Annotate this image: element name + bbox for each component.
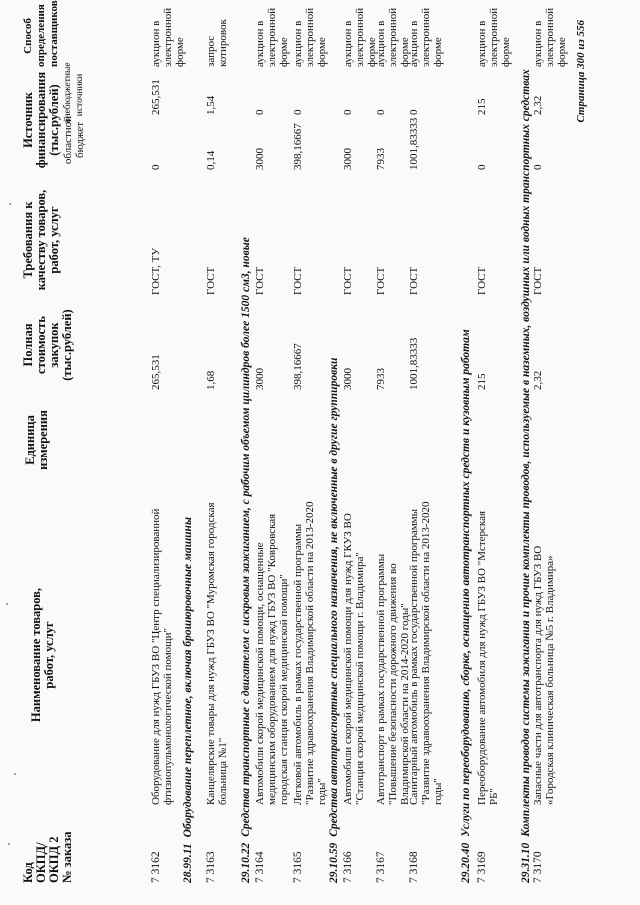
row-code: 7 3165 — [292, 851, 304, 883]
row-source-regional: 0,14 — [205, 150, 217, 170]
row-source-extra: 0 — [375, 109, 387, 115]
section-title: Средства транспортные с двигателем с искровым зажиганием, с рабочим объемом цилиндров более 1500 см3, новые — [240, 237, 252, 837]
row-name: Легковой автомобиль в рамках государственной программы "Развитие здравоохранения Владимирской области на 2013-2020 годы" — [292, 501, 328, 805]
header-source: Источник финансирования (тыс.рублей) — [21, 71, 61, 169]
row-code: 7 3170 — [532, 851, 544, 883]
row-code: 7 3166 — [342, 851, 354, 883]
row-total: 2,32 — [532, 370, 544, 390]
row-total: 1001,83333 — [408, 337, 420, 390]
row-source-regional: 0 — [476, 164, 488, 170]
row-source-regional: 0 — [532, 164, 544, 170]
section-title: Комплекты проводов системы зажигания и прочие комплекты проводов, используемые в наземных, воздушных или водных транспортных средствах — [520, 69, 532, 837]
page-number: Страница 300 из 556 — [575, 20, 587, 123]
row-code: 7 3168 — [408, 851, 420, 883]
row-source-regional: 3000 — [342, 148, 354, 170]
scan-speck — [8, 843, 10, 845]
row-name: Автомобили скорой медицинской помощи, оснащенные медицинским оборудованием для нужд ГБУЗ ВО "Ковровская городская станция скорой медицинской помощи" — [254, 513, 290, 805]
row-name: Оборудование для нужд ГБУЗ ВО "Центр специализированной фтизиопульмонологической помощи" — [150, 508, 174, 805]
row-source-regional: 0 — [150, 164, 162, 170]
row-source-extra: 265,531 — [150, 79, 162, 115]
row-requirements: ГОСТ — [408, 266, 420, 295]
row-requirements: ГОСТ — [532, 266, 544, 295]
section-code: 29.20.40 — [460, 842, 472, 883]
row-source-regional: 3000 — [254, 148, 266, 170]
row-method: запрос котировок — [205, 19, 229, 67]
row-source-extra: 0 — [342, 109, 354, 115]
row-name: Санитарный автомобиль в рамках государственной программы "Развитие здравоохранения Владимирской области на 2013-2020 годы" — [408, 501, 444, 805]
section-code: 29.10.59 — [328, 842, 340, 883]
row-method: аукцион в электронной форме — [292, 7, 328, 67]
row-total: 3000 — [254, 368, 266, 390]
row-total: 265,531 — [150, 354, 162, 390]
row-method: аукцион в электронной форме — [408, 7, 444, 67]
row-name: Запасные части для автотранспорта для нужд ГБУЗ ВО «Городская клиническая больница №5 г. Владимира» — [532, 545, 556, 805]
row-requirements: ГОСТ — [375, 266, 387, 295]
section-code: 28.99.11 — [182, 843, 194, 883]
row-total: 398,16667 — [292, 343, 304, 390]
row-name: Канцелярские товары для нужд ГБУЗ ВО "Муромская городская больница №1" — [205, 502, 229, 805]
row-requirements: ГОСТ — [292, 266, 304, 295]
row-source-extra: 2,32 — [532, 95, 544, 115]
row-source-regional: 7933 — [375, 148, 387, 170]
row-method: аукцион в электронной форме — [532, 7, 568, 67]
section-heading — [520, 69, 532, 883]
row-requirements: ГОСТ — [342, 266, 354, 295]
row-method: аукцион в электронной форме — [375, 7, 411, 67]
row-requirements: ГОСТ — [476, 266, 488, 295]
row-source-regional: 398,16667 — [292, 123, 304, 170]
row-method: аукцион в электронной форме — [150, 7, 186, 67]
header-requirements: Требования к качеству товаров, работ, услуг — [21, 189, 61, 291]
row-code: 7 3164 — [254, 851, 266, 883]
header-source-extra: внебюджетные источники — [63, 62, 85, 123]
row-source-extra: 0 — [292, 109, 304, 115]
row-requirements: ГОСТ — [254, 266, 266, 295]
section-title: Средства автотранспортные специального назначения, не включенные в другие группировки — [328, 357, 340, 837]
row-name: Автомобили скорой медицинской помощи для нужд ГКУЗ ВО "Станция скорой медицинской помощи г. Владимира" — [342, 513, 366, 805]
row-source-extra: 0 — [254, 109, 266, 115]
row-code: 7 3163 — [205, 851, 217, 883]
row-total: 7933 — [375, 368, 387, 390]
row-code: 7 3162 — [150, 851, 162, 883]
header-total: Полная стоимость закупок (тыс.рублей) — [21, 309, 74, 381]
row-total: 1,68 — [205, 370, 217, 390]
section-code: 29.10.22 — [240, 842, 252, 883]
section-heading — [328, 358, 340, 883]
row-total: 3000 — [342, 368, 354, 390]
section-code: 29.31.10 — [520, 842, 532, 883]
row-name: Автотранспорт в рамках государственной программы "Повышение безопасности дорожного движения во Владимирской области на 2014-2020 годы" — [375, 553, 411, 805]
row-source-extra: 1,54 — [205, 95, 217, 115]
row-method: аукцион в электронной форме — [254, 7, 290, 67]
scan-speck — [6, 603, 8, 605]
row-requirements: ГОСТ — [205, 266, 217, 295]
header-method: Способ определения поставщиков — [22, 0, 60, 67]
row-name: Переоборудование автомобиля для нужд ГБУЗ ВО "Мстерская РБ" — [476, 510, 500, 805]
header-code: Код ОКПД/ ОКПД 2 № заказа — [21, 831, 74, 883]
scan-speck — [14, 773, 16, 775]
row-method: аукцион в электронной форме — [476, 7, 512, 67]
section-heading — [182, 517, 194, 883]
row-method: аукцион в электронной форме — [342, 7, 378, 67]
row-source-extra: 215 — [476, 98, 488, 115]
section-heading — [460, 329, 472, 883]
header-unit: Единица измерения — [23, 410, 50, 470]
row-code: 7 3169 — [476, 851, 488, 883]
row-source-regional: 1001,83333 — [408, 117, 420, 170]
section-title: Оборудование переплетное, включая брошюровочные машины — [182, 517, 194, 838]
header-name: Наименование товаров, работ, услуг — [29, 587, 56, 723]
row-source-extra: 0 — [408, 109, 420, 115]
row-total: 215 — [476, 373, 488, 390]
header-source-regional: областной бюджет — [62, 115, 86, 165]
section-title: Услуги по переоборудованию, сборке, оснащению автотранспортных средств и кузовным работам — [460, 329, 472, 837]
scan-speck — [9, 203, 11, 205]
section-heading — [240, 237, 252, 883]
row-code: 7 3167 — [375, 851, 387, 883]
row-requirements: ГОСТ, ТУ — [150, 247, 162, 295]
